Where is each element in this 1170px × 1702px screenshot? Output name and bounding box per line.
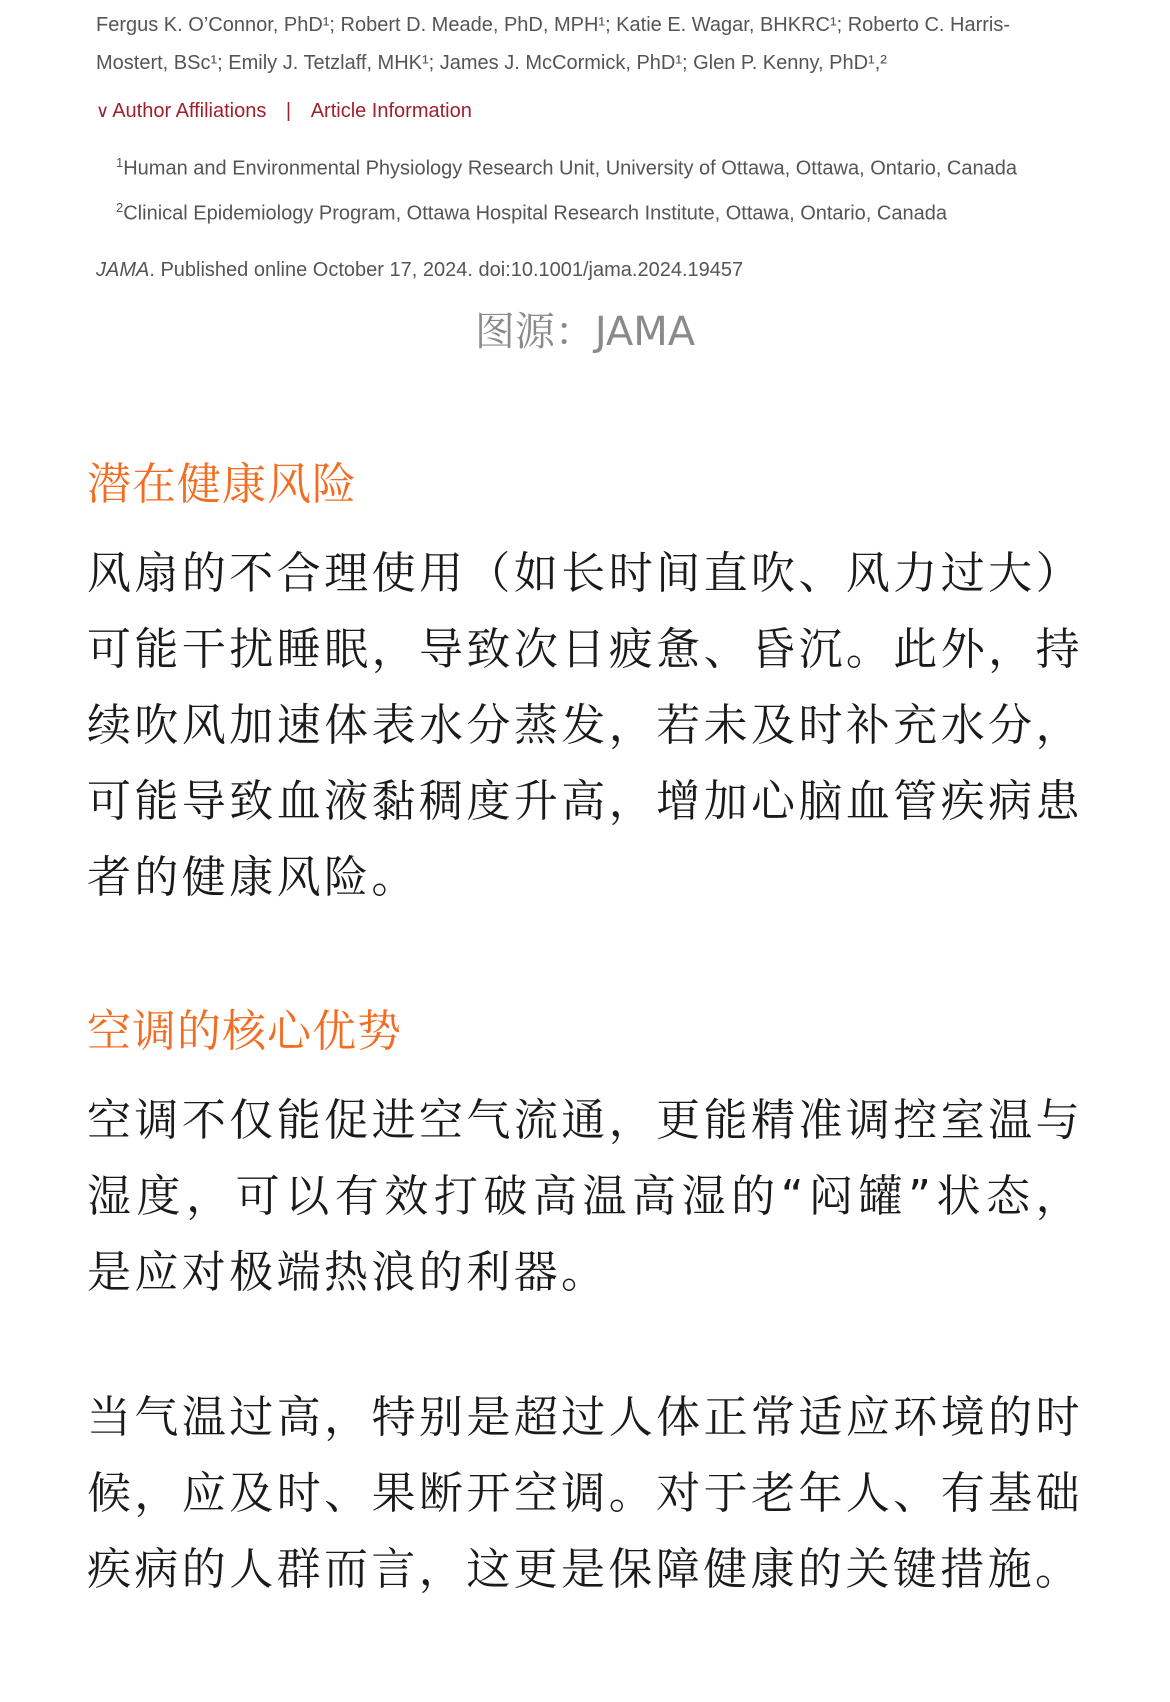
affiliation-2-text: Clinical Epidemiology Program, Ottawa Hospital Research Institute, Ottawa, Ontario, Canada (123, 202, 947, 225)
citation-journal: JAMA (96, 259, 150, 281)
authors-line-1: Fergus K. O’Connor, PhD¹; Robert D. Meade, PhD, MPH¹; Katie E. Wagar, BHKRC¹; Roberto C. Harris- (96, 14, 1010, 36)
article-header-screenshot (0, 0, 1170, 300)
citation-details: . Published online October 17, 2024. doi:10.1001/jama.2024.19457 (149, 259, 744, 281)
paragraph-health-risk: 风扇的不合理使用（如长时间直吹、风力过大）可能干扰睡眠，导致次日疲惫、昏沉。此外，持续吹风加速体表水分蒸发，若未及时补充水分，可能导致血液黏稠度升高，增加心脑血管疾病患者的健康风险。 (87, 548, 1083, 903)
authors-line-2: Mostert, BSc¹; Emily J. Tetzlaff, MHK¹; James J. McCormick, PhD¹; Glen P. Kenny, PhD¹,² (96, 52, 887, 74)
article-information-link[interactable]: Article Information (310, 100, 472, 122)
author-list (96, 6, 1086, 82)
affiliation-1-number: 1 (116, 155, 124, 170)
affiliation-links (96, 100, 472, 123)
author-affiliations-link[interactable] (96, 100, 266, 123)
image-source-caption: 图源：JAMA (474, 309, 696, 355)
chevron-down-icon: ∨ (96, 101, 110, 121)
citation (96, 259, 743, 282)
section-heading-health-risk: 潜在健康风险 (87, 459, 357, 510)
section-heading-ac-advantages: 空调的核心优势 (87, 1006, 402, 1057)
paragraph-ac-advantages: 空调不仅能促进空气流通，更能精准调控室温与湿度，可以有效打破高温高湿的“闷罐”状态，是应对极端热浪的利器。 (87, 1095, 1083, 1298)
affiliation-2-number: 2 (116, 200, 124, 215)
affiliation-1 (116, 155, 1017, 181)
affiliation-1-text: Human and Environmental Physiology Research Unit, University of Ottawa, Ottawa, Ontario, Canada (123, 157, 1017, 180)
paragraph-when-to-use-ac: 当气温过高，特别是超过人体正常适应环境的时候，应及时、果断开空调。对于老年人、有基础疾病的人群而言，这更是保障健康的关键措施。 (87, 1392, 1083, 1595)
link-separator: | (285, 100, 292, 122)
affiliation-2 (116, 200, 947, 226)
author-affiliations-label: Author Affiliations (112, 100, 267, 122)
